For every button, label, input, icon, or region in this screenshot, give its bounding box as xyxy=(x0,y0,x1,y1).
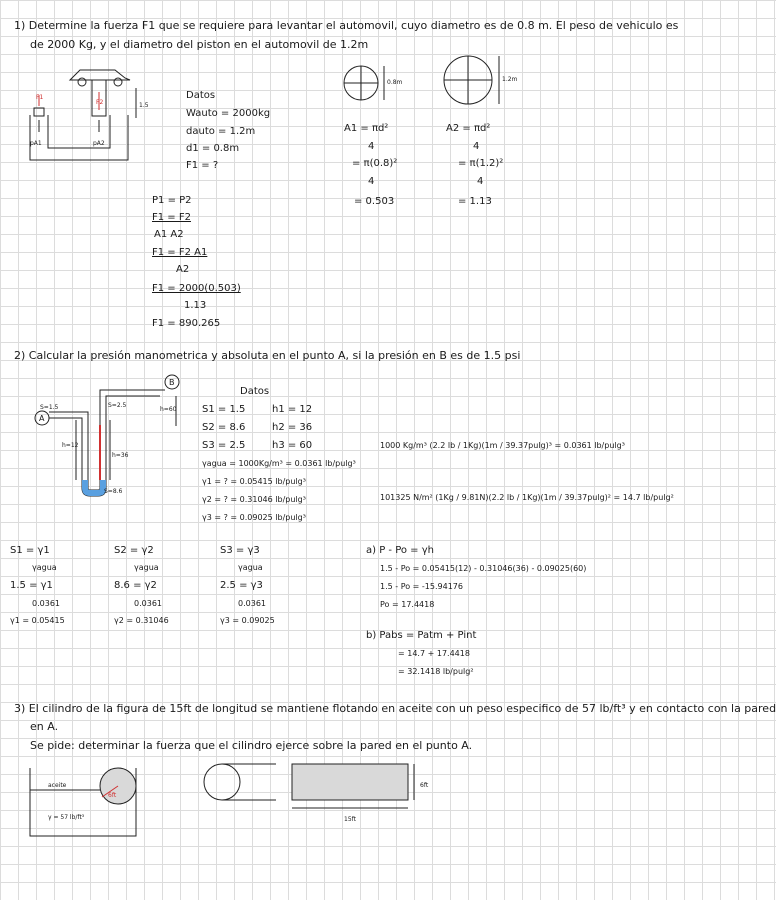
eq1-line: F1 = F2 A1 xyxy=(152,247,208,258)
a2-formula: A2 = πd² xyxy=(446,123,491,134)
a1-denominator: 4 xyxy=(368,141,375,152)
s2-result: γ2 = 0.31046 xyxy=(114,616,169,625)
a2-substitution: = π(1.2)² xyxy=(458,158,504,169)
datos1-title: Datos xyxy=(186,90,216,101)
f2-label: F2 xyxy=(96,99,104,106)
s3-calc: 0.0361 xyxy=(238,599,266,608)
part-b-line: = 14.7 + 17.4418 xyxy=(398,649,470,658)
eq1-result: F1 = 890.265 xyxy=(152,318,221,329)
length-15ft-label: 15ft xyxy=(344,816,356,823)
height-6ft-label: 6ft xyxy=(420,782,429,789)
eq1-line: A1 A2 xyxy=(154,229,184,240)
gamma-line: γagua = 1000Kg/m³ = 0.0361 lb/pulg³ xyxy=(202,459,356,468)
s1-calc: S1 = γ1 xyxy=(10,545,50,556)
a2-denominator: 4 xyxy=(477,176,484,187)
datos1-item: d1 = 0.8m xyxy=(186,143,240,154)
s2-calc: 0.0361 xyxy=(134,599,162,608)
problem1-statement-line2: de 2000 Kg, y el diametro del piston en el automovil de 1.2m xyxy=(30,38,369,51)
a1-result: = 0.503 xyxy=(354,196,395,207)
a1-denominator: 4 xyxy=(368,176,375,187)
datos2-s: S2 = 8.6 xyxy=(202,422,246,433)
height-label: 1.5 xyxy=(139,102,149,109)
conversion-density: 1000 Kg/m³ (2.2 lb / 1Kg)(1m / 39.37pulg)³ = 0.0361 lb/pulg³ xyxy=(380,441,625,450)
radius-label: 6ft xyxy=(108,792,117,799)
part-a-result: Po = 17.4418 xyxy=(380,600,435,609)
part-a-line: 1.5 - Po = -15.94176 xyxy=(380,582,463,591)
problem2-statement: 2) Calcular la presión manometrica y absoluta en el punto A, si la presión en B es de 1.5 psi xyxy=(14,349,521,362)
gamma-line: γ2 = ? = 0.31046 lb/pulg³ xyxy=(202,495,306,504)
problem3-statement-line2: en A. xyxy=(30,720,59,733)
s1-calc: 1.5 = γ1 xyxy=(10,580,53,591)
a1-substitution: = π(0.8)² xyxy=(352,158,398,169)
datos1-item: Wauto = 2000kg xyxy=(186,108,271,119)
f1-label: F1 xyxy=(36,94,44,101)
h1-label: h=12 xyxy=(62,442,79,449)
specific-weight-label: γ = 57 lb/ft³ xyxy=(48,814,85,821)
problem3-statement-line3: Se pide: determinar la fuerza que el cilindro ejerce sobre la pared en el punto A. xyxy=(30,739,473,752)
part-a-line: 1.5 - Po = 0.05415(12) - 0.31046(36) - 0.09025(60) xyxy=(380,564,587,573)
circle1-diameter-label: 0.8m xyxy=(387,79,403,86)
gamma-line: γ1 = ? = 0.05415 lb/pulg³ xyxy=(202,477,306,486)
h2-label: h=36 xyxy=(112,452,129,459)
circle2-diameter-label: 1.2m xyxy=(502,76,518,83)
s1-calc: 0.0361 xyxy=(32,599,60,608)
s2-calc: γagua xyxy=(134,563,159,572)
pa2-label: pA2 xyxy=(93,140,105,147)
s2-calc: S2 = γ2 xyxy=(114,545,154,556)
s3-calc: S3 = γ3 xyxy=(220,545,260,556)
datos2-h: h2 = 36 xyxy=(272,422,313,433)
part-b-line: b) Pabs = Patm + Pint xyxy=(366,630,477,641)
part-b-result: = 32.1418 lb/pulg² xyxy=(398,667,474,676)
datos2-s: S1 = 1.5 xyxy=(202,404,246,415)
a1-formula: A1 = πd² xyxy=(344,123,389,134)
s3-label: S=8.6 xyxy=(104,488,123,495)
a2-result: = 1.13 xyxy=(458,196,492,207)
part-a-line: a) P - Po = γh xyxy=(366,545,434,556)
s3-calc: γagua xyxy=(238,563,263,572)
s3-calc: 2.5 = γ3 xyxy=(220,580,263,591)
point-b-label: B xyxy=(169,378,175,387)
aceite-label: aceite xyxy=(48,782,67,789)
eq1-line: F1 = 2000(0.503) xyxy=(152,283,241,294)
problem3-statement-line1: 3) El cilindro de la figura de 15ft de longitud se mantiene flotando en aceite con un peso especifico de 57 lb/ft³ y en contacto con la pared xyxy=(14,702,776,715)
pa1-label: pA1 xyxy=(30,140,42,147)
datos2-title: Datos xyxy=(240,386,270,397)
gamma-line: γ3 = ? = 0.09025 lb/pulg³ xyxy=(202,513,306,522)
eq1-line: P1 = P2 xyxy=(152,195,192,206)
problem1-statement-line1: 1) Determine la fuerza F1 que se requiere para levantar el automovil, cuyo diametro es de 0.8 m. El peso de vehiculo es xyxy=(14,19,679,32)
h3-label: h=60 xyxy=(160,406,177,413)
datos1-item: dauto = 1.2m xyxy=(186,126,256,137)
datos2-h: h3 = 60 xyxy=(272,440,313,451)
conversion-pressure: 101325 N/m² (1Kg / 9.81N)(2.2 lb / 1Kg)(1m / 39.37pulg)² = 14.7 lb/pulg² xyxy=(380,493,674,502)
eq1-line: 1.13 xyxy=(184,300,207,311)
s2-calc: 8.6 = γ2 xyxy=(114,580,157,591)
datos1-item: F1 = ? xyxy=(186,160,219,171)
point-a-label: A xyxy=(39,414,45,423)
s1-calc: γagua xyxy=(32,563,57,572)
eq1-line: A2 xyxy=(176,264,190,275)
s1-label: S=1.5 xyxy=(40,404,59,411)
a2-denominator: 4 xyxy=(473,141,480,152)
s2-label: S=2.5 xyxy=(108,402,127,409)
datos2-s: S3 = 2.5 xyxy=(202,440,246,451)
eq1-line: F1 = F2 xyxy=(152,212,191,223)
s1-result: γ1 = 0.05415 xyxy=(10,616,65,625)
datos2-h: h1 = 12 xyxy=(272,404,313,415)
s3-result: γ3 = 0.09025 xyxy=(220,616,275,625)
